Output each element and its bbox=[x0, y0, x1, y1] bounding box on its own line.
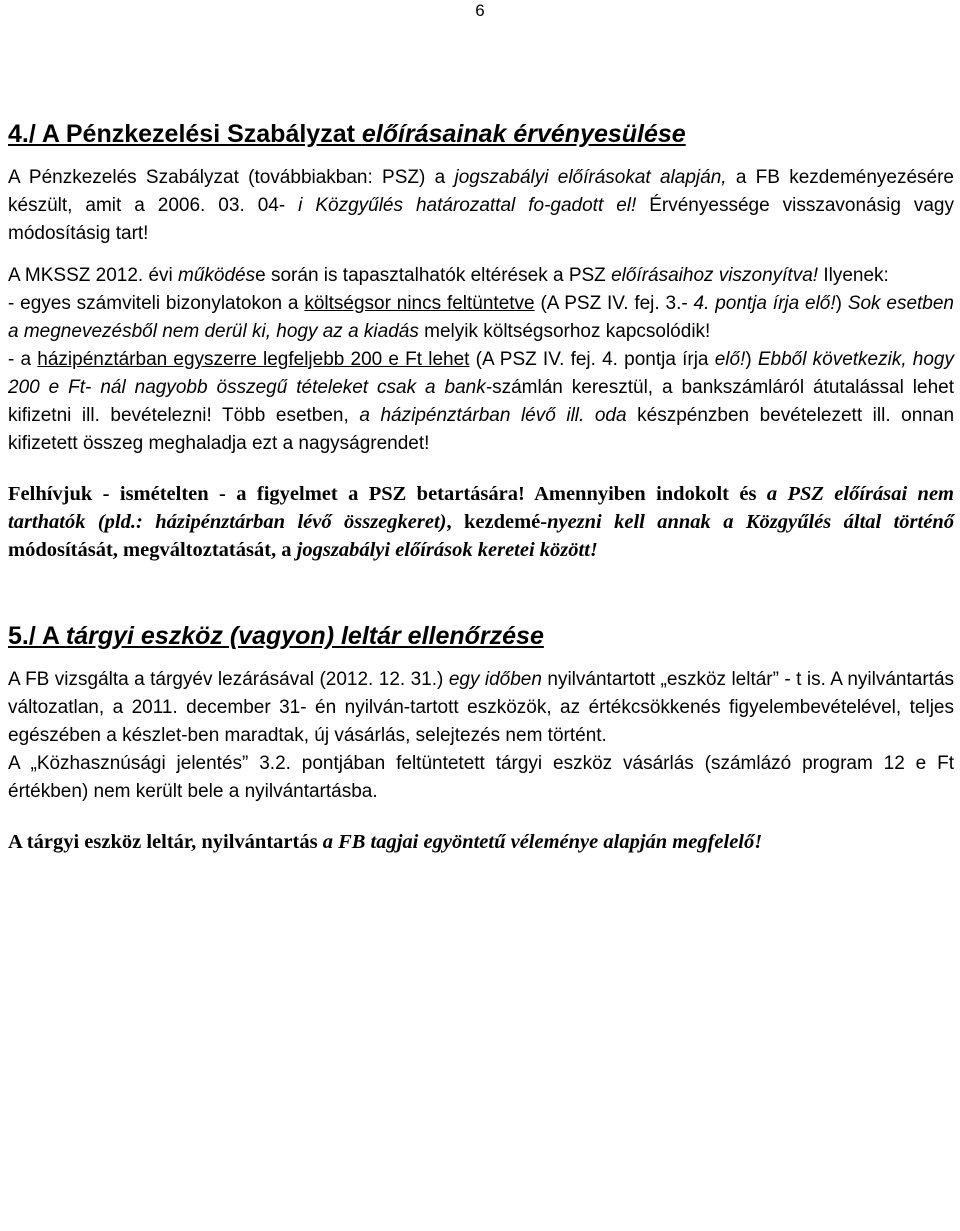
s4p2-t4: előírásaihoz viszonyítva! bbox=[611, 265, 819, 286]
s4p1-t3: a FB kezdeményezésére készült, amit a 2006. 03. 04- bbox=[8, 167, 954, 216]
section-5-heading-plain: 5./ A bbox=[8, 622, 66, 650]
s5p1-t1: A FB vizsgálta a tárgyév lezárásával (2012. 12. 31.) bbox=[8, 669, 449, 690]
section-4-heading-plain: 4./ A Pénzkezelési Szabályzat bbox=[8, 120, 362, 148]
s4p3-t1: - egyes számviteli bizonylatokon a bbox=[8, 293, 305, 314]
section-5-heading-italic: tárgyi eszköz (vagyon) leltár ellenőrzése bbox=[65, 622, 544, 650]
s4p4-t6: Ebből következik, hogy 200 e Ft- nál nagyobb összegű tételeket csak a bank- bbox=[8, 349, 954, 398]
s4p1-t2: jogszabályi előírásokat alapján, bbox=[454, 167, 727, 188]
s4p4-t4: elő! bbox=[714, 349, 746, 370]
s4p1-t1: A Pénzkezelés Szabályzat (továbbiakban: PSZ) a bbox=[8, 167, 455, 188]
section-4-heading-italic: előírásainak érvényesülése bbox=[361, 120, 686, 148]
s4p4-t5: ) bbox=[745, 349, 758, 370]
s4p3-t7: melyik költségsorhoz kapcsolódik! bbox=[418, 321, 711, 342]
s4p1-t4: i Közgyűlés határozattal fo-gadott el! bbox=[298, 195, 637, 216]
s4p3-t4: 4. pontja írja elő! bbox=[693, 293, 836, 314]
s5p1-t3: nyilvántartott „eszköz leltár” - t is. A nyilvántartás változatlan, a 2011. december 31- én nyilván-tartott eszközök, az értékcsökkenés figyelembevételével, teljes egészében a készlet-ben maradtak, új vásárlás, selejtezés nem történt. bbox=[8, 669, 955, 746]
s5p3-t1: A tárgyi eszköz leltár, nyilvántartás bbox=[8, 831, 323, 853]
document-body bbox=[8, 118, 954, 856]
s5p3-t2: a FB tagjai egyöntetű véleménye alapján megfelelő! bbox=[322, 831, 763, 853]
s4p5-t3: , kezdemé- bbox=[446, 511, 548, 533]
section-4-item-2 bbox=[8, 346, 954, 458]
s4p3-t6: Sok esetben a megnevezésből nem derül ki, hogy az a kiadás bbox=[8, 293, 954, 342]
section-4-conclusion bbox=[8, 480, 954, 564]
section-5-conclusion bbox=[8, 828, 954, 856]
section-5-paragraph-1 bbox=[8, 666, 954, 750]
s4p5-t1: Felhívjuk - ismételten - a figyelmet a PSZ betartására! Amennyiben indokolt és bbox=[8, 483, 767, 505]
s4p5-t5: módosítását, megváltoztatását, a bbox=[8, 539, 297, 561]
section-4-paragraph-1 bbox=[8, 164, 954, 248]
s4p2-t3: e során is tapasztalhatók eltérések a PSZ bbox=[255, 265, 612, 286]
s4p4-t2: házipénztárban egyszerre legfeljebb 200 e Ft lehet bbox=[37, 349, 470, 370]
s4p5-t4: nyezni kell annak a Közgyűlés által történő bbox=[547, 511, 954, 533]
s4p4-t8: a házipénztárban lévő ill. oda bbox=[359, 405, 627, 426]
section-4-paragraph-2 bbox=[8, 262, 954, 290]
section-5-paragraph-2: A „Közhasznúsági jelentés” 3.2. pontjában feltüntetett tárgyi eszköz vásárlás (számlázó program 12 e Ft értékben) nem került bele a nyilvántartásba. bbox=[8, 753, 954, 802]
s4p3-t3: (A PSZ IV. fej. 3.- bbox=[534, 293, 694, 314]
s4p2-t1: A MKSSZ 2012. évi bbox=[8, 265, 179, 286]
s4p4-t1: - a bbox=[8, 349, 38, 370]
s4p3-t2: költségsor nincs feltüntetve bbox=[304, 293, 535, 314]
s4p4-t9: készpénzben bevételezett ill. onnan kifizetett összeg meghaladja ezt a nagyságrendet! bbox=[8, 405, 955, 454]
s5p1-t2: egy időben bbox=[448, 669, 542, 690]
s4p5-t2: a PSZ előírásai nem tarthatók (pld.: házipénztárban lévő összegkeret) bbox=[8, 483, 954, 533]
s4p4-t3: (A PSZ IV. fej. 4. pontja írja bbox=[469, 349, 715, 370]
section-4-item-1 bbox=[8, 290, 954, 346]
page-number: 6 bbox=[475, 1, 485, 20]
section-4-heading bbox=[8, 118, 954, 150]
s4p1-t5: Érvényessége visszavonásig vagy módosításig tart! bbox=[8, 195, 954, 244]
s4p2-t2: működés bbox=[178, 265, 256, 286]
s4p5-t6: jogszabályi előírások keretei között! bbox=[296, 539, 598, 561]
s4p4-t7: számlán keresztül, a bankszámláról átutalással lehet kifizetni ill. bevételezni! Több esetben, bbox=[8, 377, 954, 426]
s4p3-t5: ) bbox=[835, 293, 848, 314]
s4p2-t5: Ilyenek: bbox=[818, 265, 889, 286]
section-5-heading bbox=[8, 620, 954, 652]
